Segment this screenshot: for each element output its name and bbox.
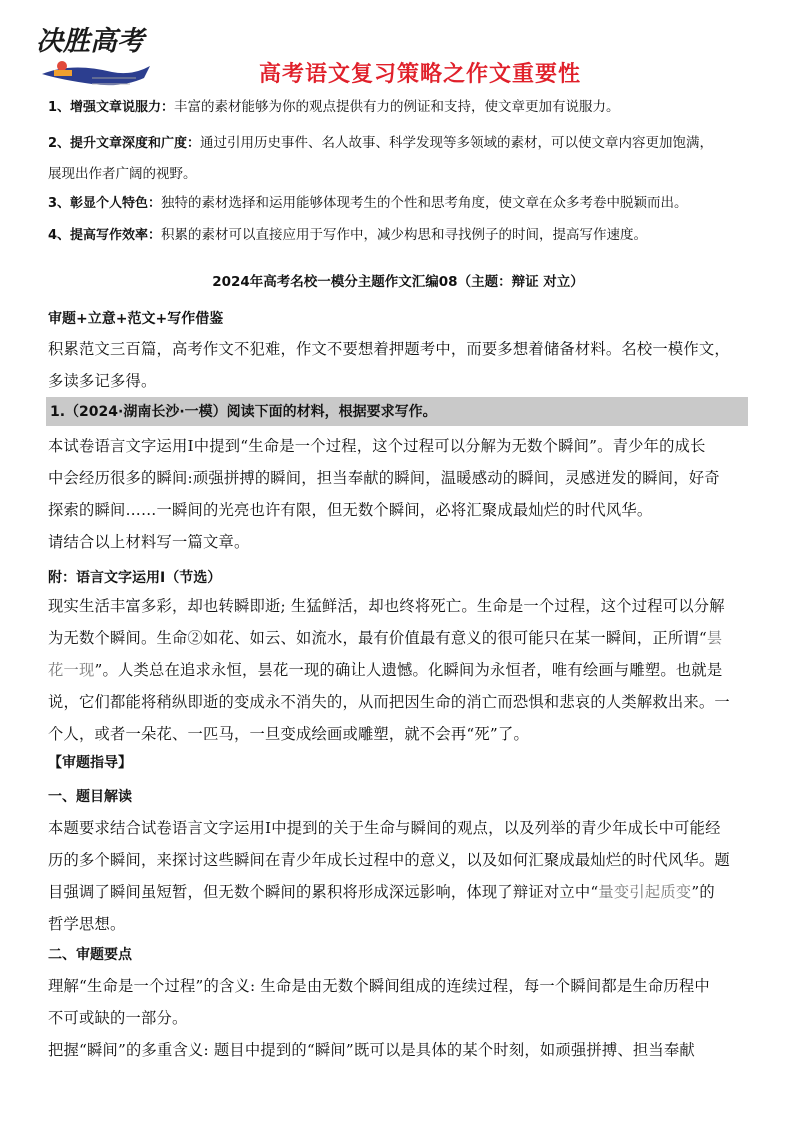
text-line: 理解“生命是一个过程”的含义: 生命是由无数个瞬间组成的连续过程，每一个瞬间都是生命历程中 <box>48 977 710 995</box>
point-text: 通过引用历史事件、名人故事、科学发现等多领域的素材，可以使文章内容更加饱满， <box>200 135 714 151</box>
text-line: 多读多记多得。 <box>48 372 157 390</box>
text-line: 不可或缺的一部分。 <box>48 1009 188 1027</box>
text-line: 中会经历很多的瞬间:顽强拼搏的瞬间，担当奉献的瞬间，温暖感动的瞬间，灵感迸发的瞬间，好奇 <box>48 469 720 487</box>
part1-heading: 一、题目解读 <box>48 789 132 805</box>
material-paragraph <box>48 430 748 558</box>
text-line: 积累范文三百篇，高考作文不犯难，作文不要想着押题考中，而要多想着储备材料。名校一模作文， <box>48 340 730 358</box>
section-heading: 审题+立意+范文+写作借鉴 <box>48 311 224 327</box>
text-line: 个人，或者一朵花、一匹马，一旦变成绘画或雕塑，就不会再“死”了。 <box>48 725 529 743</box>
point-label: 3、彰显个人特色： <box>48 196 162 211</box>
text-line: 为无数个瞬间。生命②如花、如云、如流水，最有价值最有意义的很可能只在某一瞬间，正所谓“昙 <box>48 629 723 647</box>
collection-subtitle: 2024年高考名校一模分主题作文汇编08（主题：辩证 对立） <box>212 274 584 290</box>
text-line: 历的多个瞬间，来探讨这些瞬间在青少年成长过程中的意义，以及如何汇聚成最灿烂的时代风华。题 <box>48 851 730 869</box>
point-text: 丰富的素材能够为你的观点提供有力的例证和支持，使文章更加有说服力。 <box>174 99 620 115</box>
document-title: 高考语文复习策略之作文重要性 <box>258 62 581 87</box>
point-text: 独特的素材选择和运用能够体现考生的个性和思考角度，使文章在众多考卷中脱颖而出。 <box>161 195 688 211</box>
question-band-text: 1.（2024·湖南长沙·一模）阅读下面的材料，根据要求写作。 <box>50 404 437 420</box>
part2-heading: 二、审题要点 <box>48 947 132 963</box>
point-label: 2、提升文章深度和广度： <box>48 136 201 151</box>
part2-paragraph <box>48 970 748 1066</box>
part1-paragraph <box>48 812 748 940</box>
text-line: 把握“瞬间”的多重含义: 题目中提到的“瞬间”既可以是具体的某个时刻，如顽强拼搏、担当奉献 <box>48 1041 695 1059</box>
text-line: 请结合以上材料写一篇文章。 <box>48 533 250 551</box>
text-line: 本题要求结合试卷语言文字运用Ⅰ中提到的关于生命与瞬间的观点，以及列举的青少年成长中可能经 <box>48 819 721 837</box>
point-text-cont: 展现出作者广阔的视野。 <box>48 166 197 182</box>
guide-heading: 【审题指导】 <box>48 755 132 771</box>
appendix-paragraph <box>48 590 748 750</box>
point-2 <box>48 128 748 190</box>
text-line: 哲学思想。 <box>48 915 126 933</box>
text-line: 本试卷语言文字运用Ⅰ中提到“生命是一个过程，这个过程可以分解为无数个瞬间”。青少年的成长 <box>48 437 706 455</box>
text-line: 探索的瞬间……一瞬间的光亮也许有限，但无数个瞬间，必将汇聚成最灿烂的时代风华。 <box>48 501 653 519</box>
point-1 <box>48 92 748 123</box>
point-4 <box>48 220 748 251</box>
text-line: 现实生活丰富多彩，却也转瞬即逝; 生猛鲜活，却也终将死亡。生命是一个过程，这个过程可以分解 <box>48 597 725 615</box>
appendix-heading: 附：语言文字运用Ⅰ（节选） <box>48 570 222 586</box>
point-label: 4、提高写作效率： <box>48 228 162 243</box>
point-label: 1、增强文章说服力： <box>48 100 175 115</box>
text-line: 目强调了瞬间虽短暂，但无数个瞬间的累积将形成深远影响，体现了辩证对立中“量变引起质变”的 <box>48 883 715 901</box>
text-line: 说，它们都能将稍纵即逝的变成永不消失的，从而把因生命的消亡而恐惧和悲哀的人类解救出来。一 <box>48 693 730 711</box>
point-3 <box>48 188 748 219</box>
brand-logo <box>32 14 154 100</box>
text-line: 花一现”。人类总在追求永恒，昙花一现的确让人遗憾。化瞬间为永恒者，唯有绘画与雕塑。也就是 <box>48 661 723 679</box>
svg-text:决胜高考: 决胜高考 <box>36 26 144 57</box>
intro-paragraph <box>48 333 748 397</box>
point-text: 积累的素材可以直接应用于写作中，减少构思和寻找例子的时间，提高写作速度。 <box>161 227 648 243</box>
